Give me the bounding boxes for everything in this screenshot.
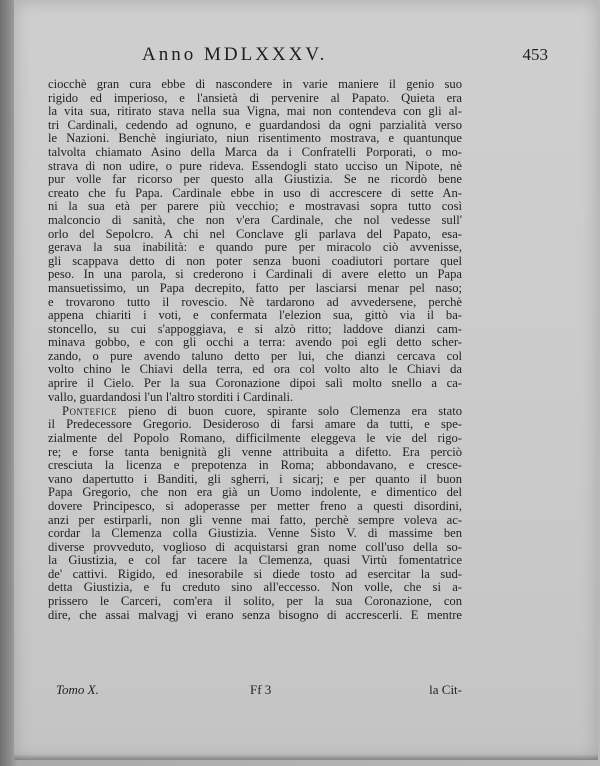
text-line: dovere Principesco, si adoperasse per metter freno a questi disordini, [48, 499, 462, 513]
text-line: creato che fu Papa. Cardinale ebbe in uso di accrescere di sette An- [48, 186, 462, 200]
text-line: malconcio di sanità, che non v'era Cardinale, che nol vedesse sull' [48, 213, 462, 227]
running-head: Anno MDLXXXV. [142, 44, 328, 65]
text-line: pur volle far ricorso per questo alla Giustizia. Se ne ricordò bene [48, 173, 462, 187]
paragraph-first-line-rest: pieno di buon cuore, spirante solo Clemenza era stato [128, 404, 462, 418]
text-line: strava di non udire, o pure rideva. Essendogli stato ucciso un Nipote, nè [48, 159, 462, 173]
book-page [14, 0, 598, 760]
paragraph-2 [48, 405, 462, 623]
page-header [50, 44, 574, 68]
text-line: il Predecessore Gregorio. Desideroso di farsi amare da tutti, e spe- [48, 418, 462, 432]
text-line: cresciuta la licenza e prepotenza in Roma; abbondavano, e cresce- [48, 459, 462, 473]
text-line: aprire il Cielo. Per la sua Coronazione dipoi salì molto snello a ca- [48, 377, 462, 391]
text-line: orlo del Sepolcro. A chi nel Conclave gli parlava del Papato, esa- [48, 227, 462, 241]
text-line: talvolta chiamato Asino della Marca da i Confratelli Porporati, o mo- [48, 145, 462, 159]
text-line-paragraph-start [48, 405, 462, 419]
text-line: anzi per estirparli, non gli venne mai fatto, perchè sempre voleva ac- [48, 513, 462, 527]
body-text [48, 78, 462, 622]
text-line: rigido ed imperioso, e l'ansietà di pervenire al Papato. Quieta era [48, 91, 462, 105]
text-line: vallo, guardandosi l'un l'altro storditi i Cardinali. [48, 390, 294, 404]
text-line: ni la sua età per parere più vecchio; e mostravasi sopra tutto così [48, 200, 462, 214]
text-line: la vita sua, ritirato stava nella sua Vigna, mai non contendeva con gli al- [48, 105, 462, 119]
text-line: e trovarono tutto il rovescio. Nè tardarono ad avvedersene, perchè [48, 295, 462, 309]
text-line: le Nazioni. Benchè ingiuriato, niun risentimento mostrava, e quantunque [48, 132, 462, 146]
text-line: diverse provveduto, voglioso di acquistarsi gran nome coll'uso della so- [48, 540, 462, 554]
text-line: tri Cardinali, cedendo ad ognuno, e guardandosi da ogni parzialità verso [48, 118, 462, 132]
signature-mark: Ff 3 [250, 682, 272, 697]
text-line: zando, o pure avendo taluno detto per lui, che dianzi cercava col [48, 349, 462, 363]
text-line: appena chiariti i voti, e confermata l'elezion sua, gittò via il ba- [48, 309, 462, 323]
text-line: la Giustizia, e col far tacere la Clemenza, quasi Virtù fomentatrice [48, 554, 462, 568]
text-line: ciocchè gran cura ebbe di nascondere in varie maniere il genio suo [48, 78, 462, 91]
text-line: Papa Gregorio, che non era già un Uomo indolente, e dimentico del [48, 486, 462, 500]
text-line: gerava la sua inabilità: e quando pure per miracolo ciò avvenisse, [48, 241, 462, 255]
text-line: dire, che assai malvagj vi erano senza bisogno di accrescerli. E mentre [48, 608, 462, 622]
text-line: peso. In una parola, si crederono i Cardinali di avere eletto un Papa [48, 268, 462, 282]
catchword: la Cit- [429, 682, 462, 697]
text-line: minava gobbo, e con gli occhi a terra: avendo poi egli detto scher- [48, 336, 462, 350]
volume-label: Tomo X. [56, 682, 99, 697]
text-line: detta Giustizia, e fu creduto sino all'eccesso. Non volle, che si a- [48, 581, 462, 595]
text-line: re; e forse tanta benignità gli venne attribuita a difetto. Era perciò [48, 445, 462, 459]
text-line: volto chino le Chiavi della terra, ed ora col volto alto le Chiavi da [48, 363, 462, 377]
page-footer [48, 682, 462, 698]
text-line: gli scappava detto di non poter senza buoni coadiutori portare quel [48, 254, 462, 268]
text-line: stoncello, su cui s'appoggiava, e si alzò ritto; laddove dianzi cam- [48, 322, 462, 336]
text-line: cordar la Clemenza colla Giustizia. Venne Sisto V. di massime ben [48, 527, 462, 541]
paragraph-lead-word: Pontefice [62, 404, 118, 418]
text-line: prissero le Carceri, com'era il solito, per la sua Coronazione, con [48, 595, 462, 609]
text-line: de' cattivi. Rigido, ed inesorabile si diede tosto ad esercitar la sud- [48, 567, 462, 581]
text-line: mansuetissimo, un Papa decrepito, fatto per lasciarsi menar pel naso; [48, 281, 462, 295]
text-line: vano dapertutto i Banditi, gli sgherri, i sicarj; e per quanto il buon [48, 472, 462, 486]
text-line: zialmente del Popolo Romano, difficilmente eleggeva le vie del rigo- [48, 431, 462, 445]
paragraph-1 [48, 78, 462, 404]
page-number: 453 [522, 45, 548, 64]
